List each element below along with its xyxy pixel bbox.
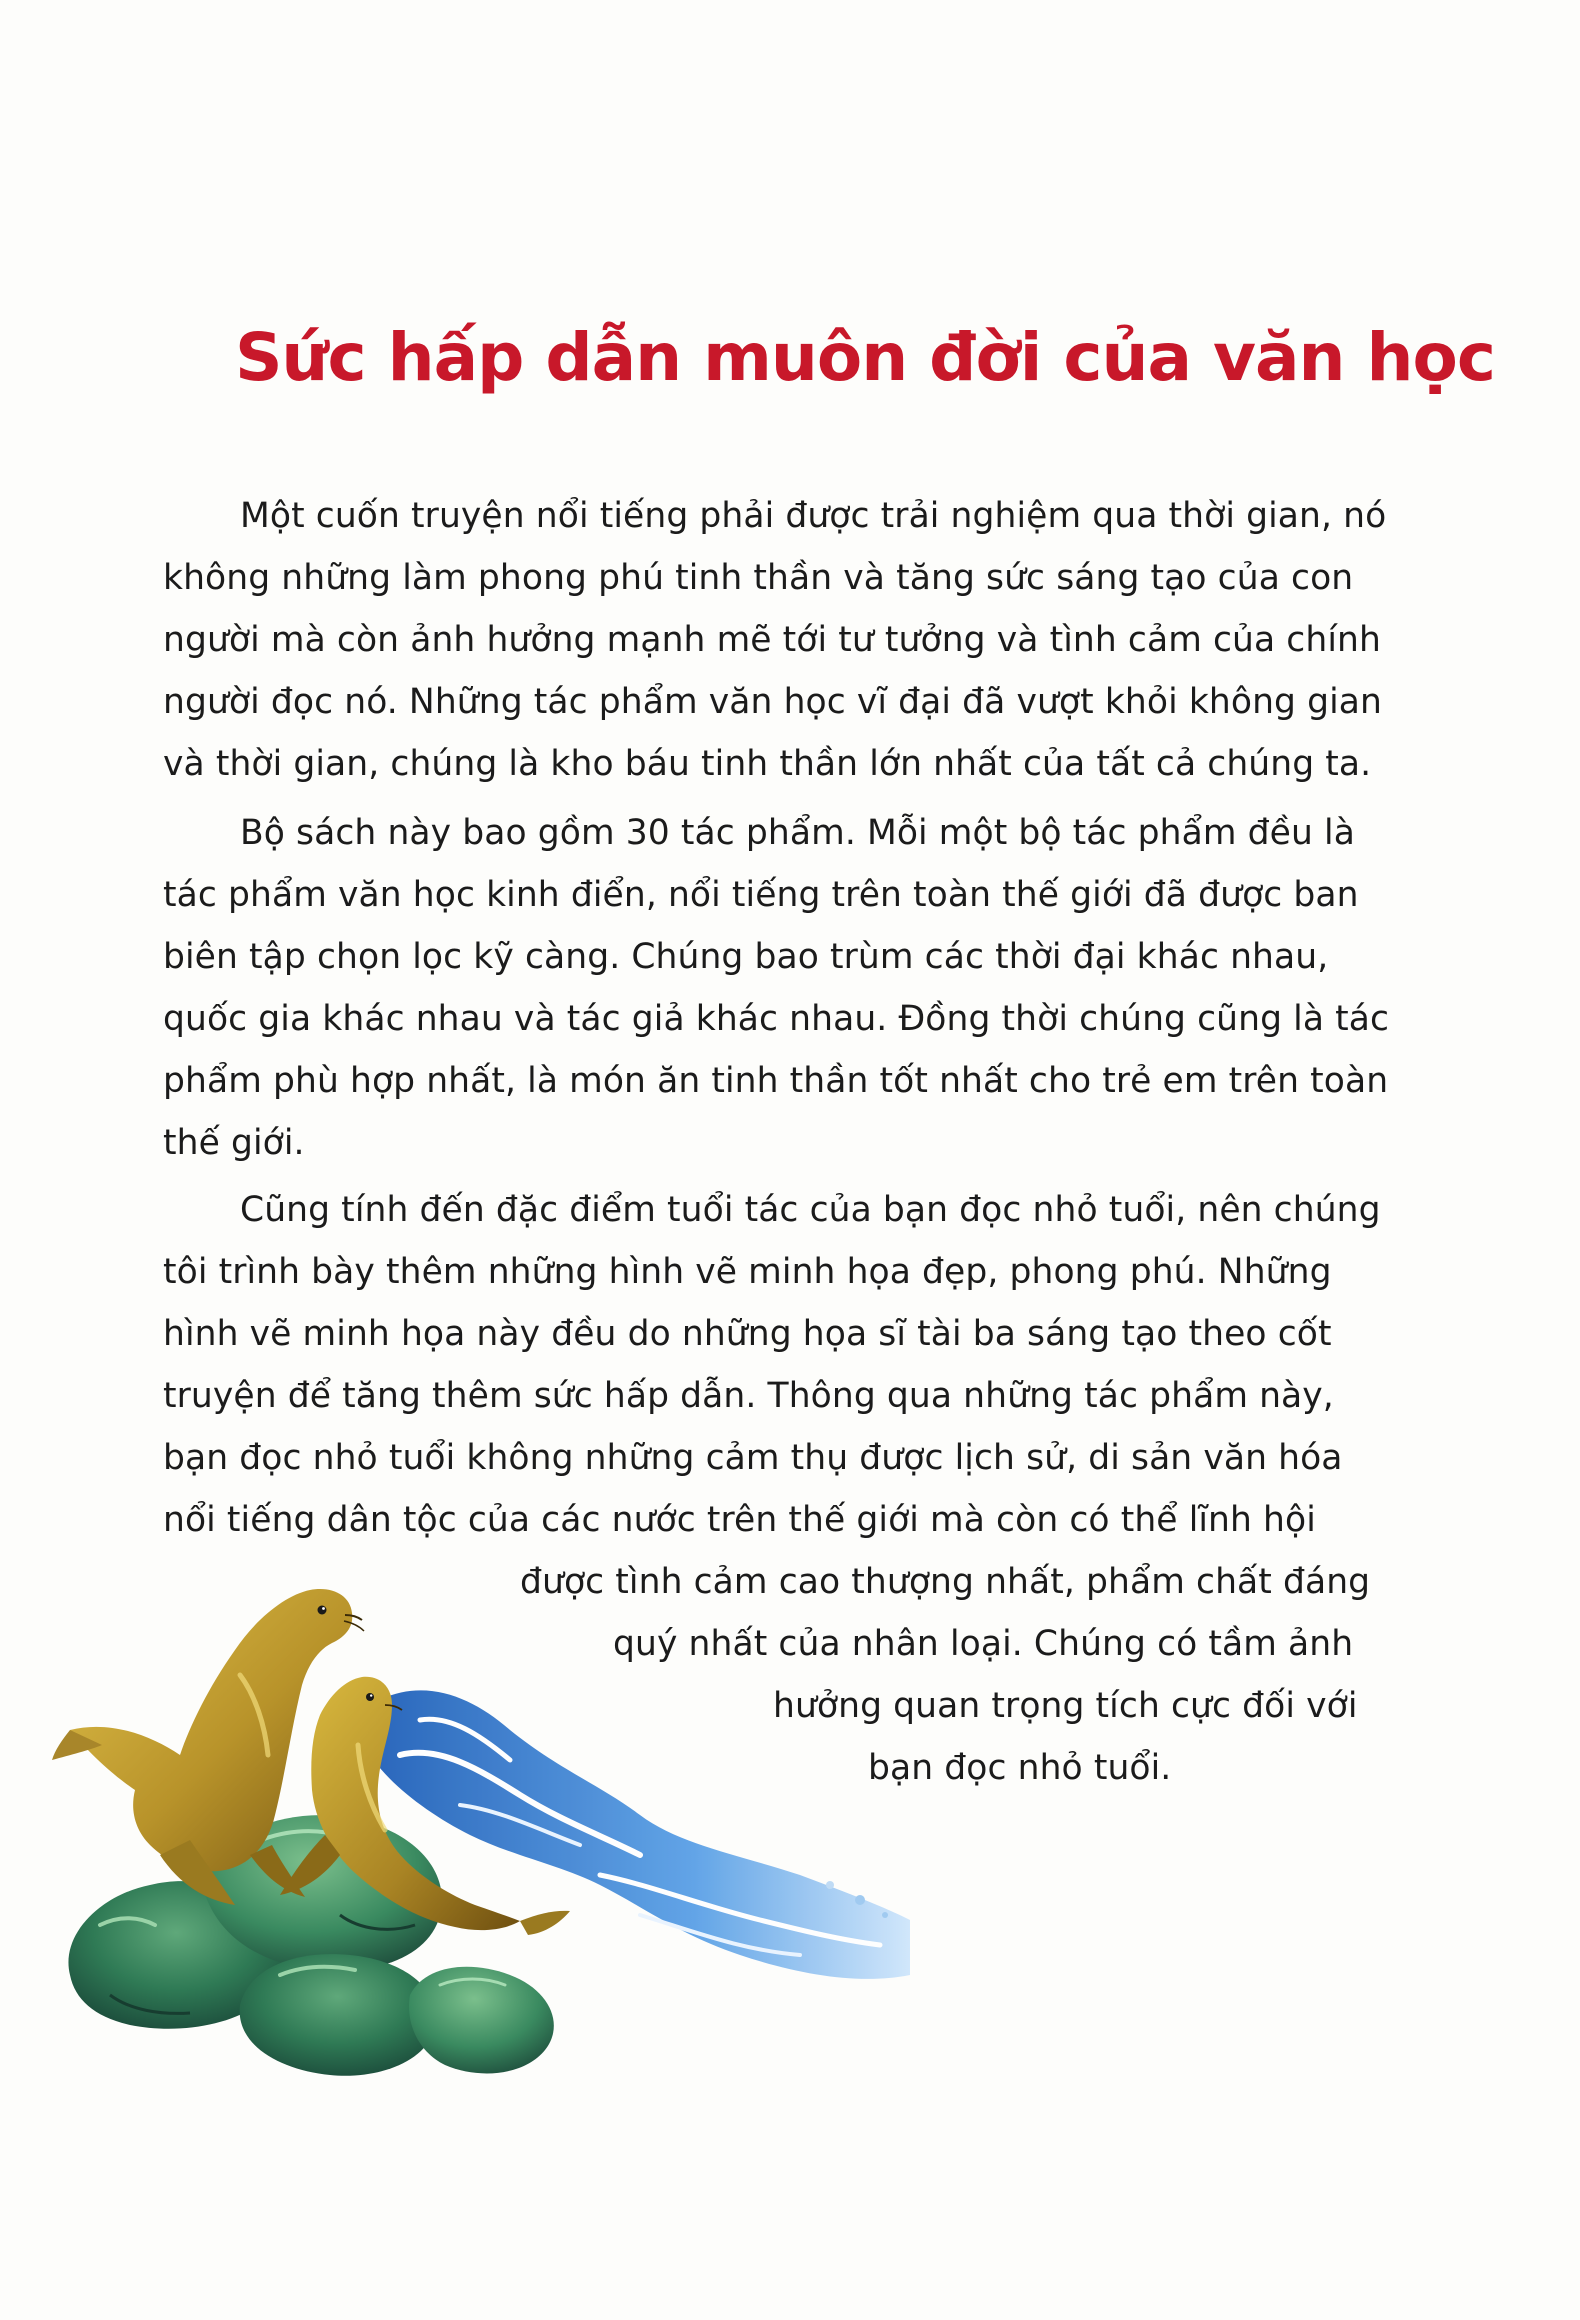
text-line: tác phẩm văn học kinh điển, nổi tiếng trên toàn thế giới đã được ban xyxy=(163,875,1359,915)
text-line: hình vẽ minh họa này đều do những họa sĩ tài ba sáng tạo theo cốt xyxy=(163,1314,1332,1354)
text-line: quý nhất của nhân loại. Chúng có tầm ảnh xyxy=(613,1624,1354,1664)
text-line: người mà còn ảnh hưởng mạnh mẽ tới tư tưởng và tình cảm của chính xyxy=(163,620,1381,660)
sea-lions-illustration xyxy=(40,1555,920,2115)
text-line: thế giới. xyxy=(163,1123,305,1163)
text-line: được tình cảm cao thượng nhất, phẩm chất đáng xyxy=(520,1562,1371,1602)
waves-group xyxy=(370,1690,910,1979)
text-line: Một cuốn truyện nổi tiếng phải được trải nghiệm qua thời gian, nó xyxy=(240,496,1387,536)
page-title: Sức hấp dẫn muôn đời của văn học xyxy=(235,319,1495,396)
text-line: phẩm phù hợp nhất, là món ăn tinh thần tốt nhất cho trẻ em trên toàn xyxy=(163,1061,1389,1101)
text-line: truyện để tăng thêm sức hấp dẫn. Thông qua những tác phẩm này, xyxy=(163,1376,1334,1416)
text-line: và thời gian, chúng là kho báu tinh thần lớn nhất của tất cả chúng ta. xyxy=(163,744,1372,784)
text-line: nổi tiếng dân tộc của các nước trên thế giới mà còn có thể lĩnh hội xyxy=(163,1500,1316,1540)
text-line: Cũng tính đến đặc điểm tuổi tác của bạn đọc nhỏ tuổi, nên chúng xyxy=(240,1190,1381,1230)
text-line: bạn đọc nhỏ tuổi. xyxy=(868,1748,1172,1788)
text-line: quốc gia khác nhau và tác giả khác nhau. Đồng thời chúng cũng là tác xyxy=(163,999,1390,1039)
text-line: bạn đọc nhỏ tuổi không những cảm thụ được lịch sử, di sản văn hóa xyxy=(163,1438,1343,1478)
text-line: tôi trình bày thêm những hình vẽ minh họa đẹp, phong phú. Những xyxy=(163,1252,1332,1292)
text-line: biên tập chọn lọc kỹ càng. Chúng bao trùm các thời đại khác nhau, xyxy=(163,937,1329,977)
text-line: người đọc nó. Những tác phẩm văn học vĩ đại đã vượt khỏi không gian xyxy=(163,682,1383,722)
text-line: hưởng quan trọng tích cực đối với xyxy=(773,1686,1358,1726)
text-line: Bộ sách này bao gồm 30 tác phẩm. Mỗi một bộ tác phẩm đều là xyxy=(240,813,1355,853)
text-line: không những làm phong phú tinh thần và tăng sức sáng tạo của con xyxy=(163,558,1354,598)
